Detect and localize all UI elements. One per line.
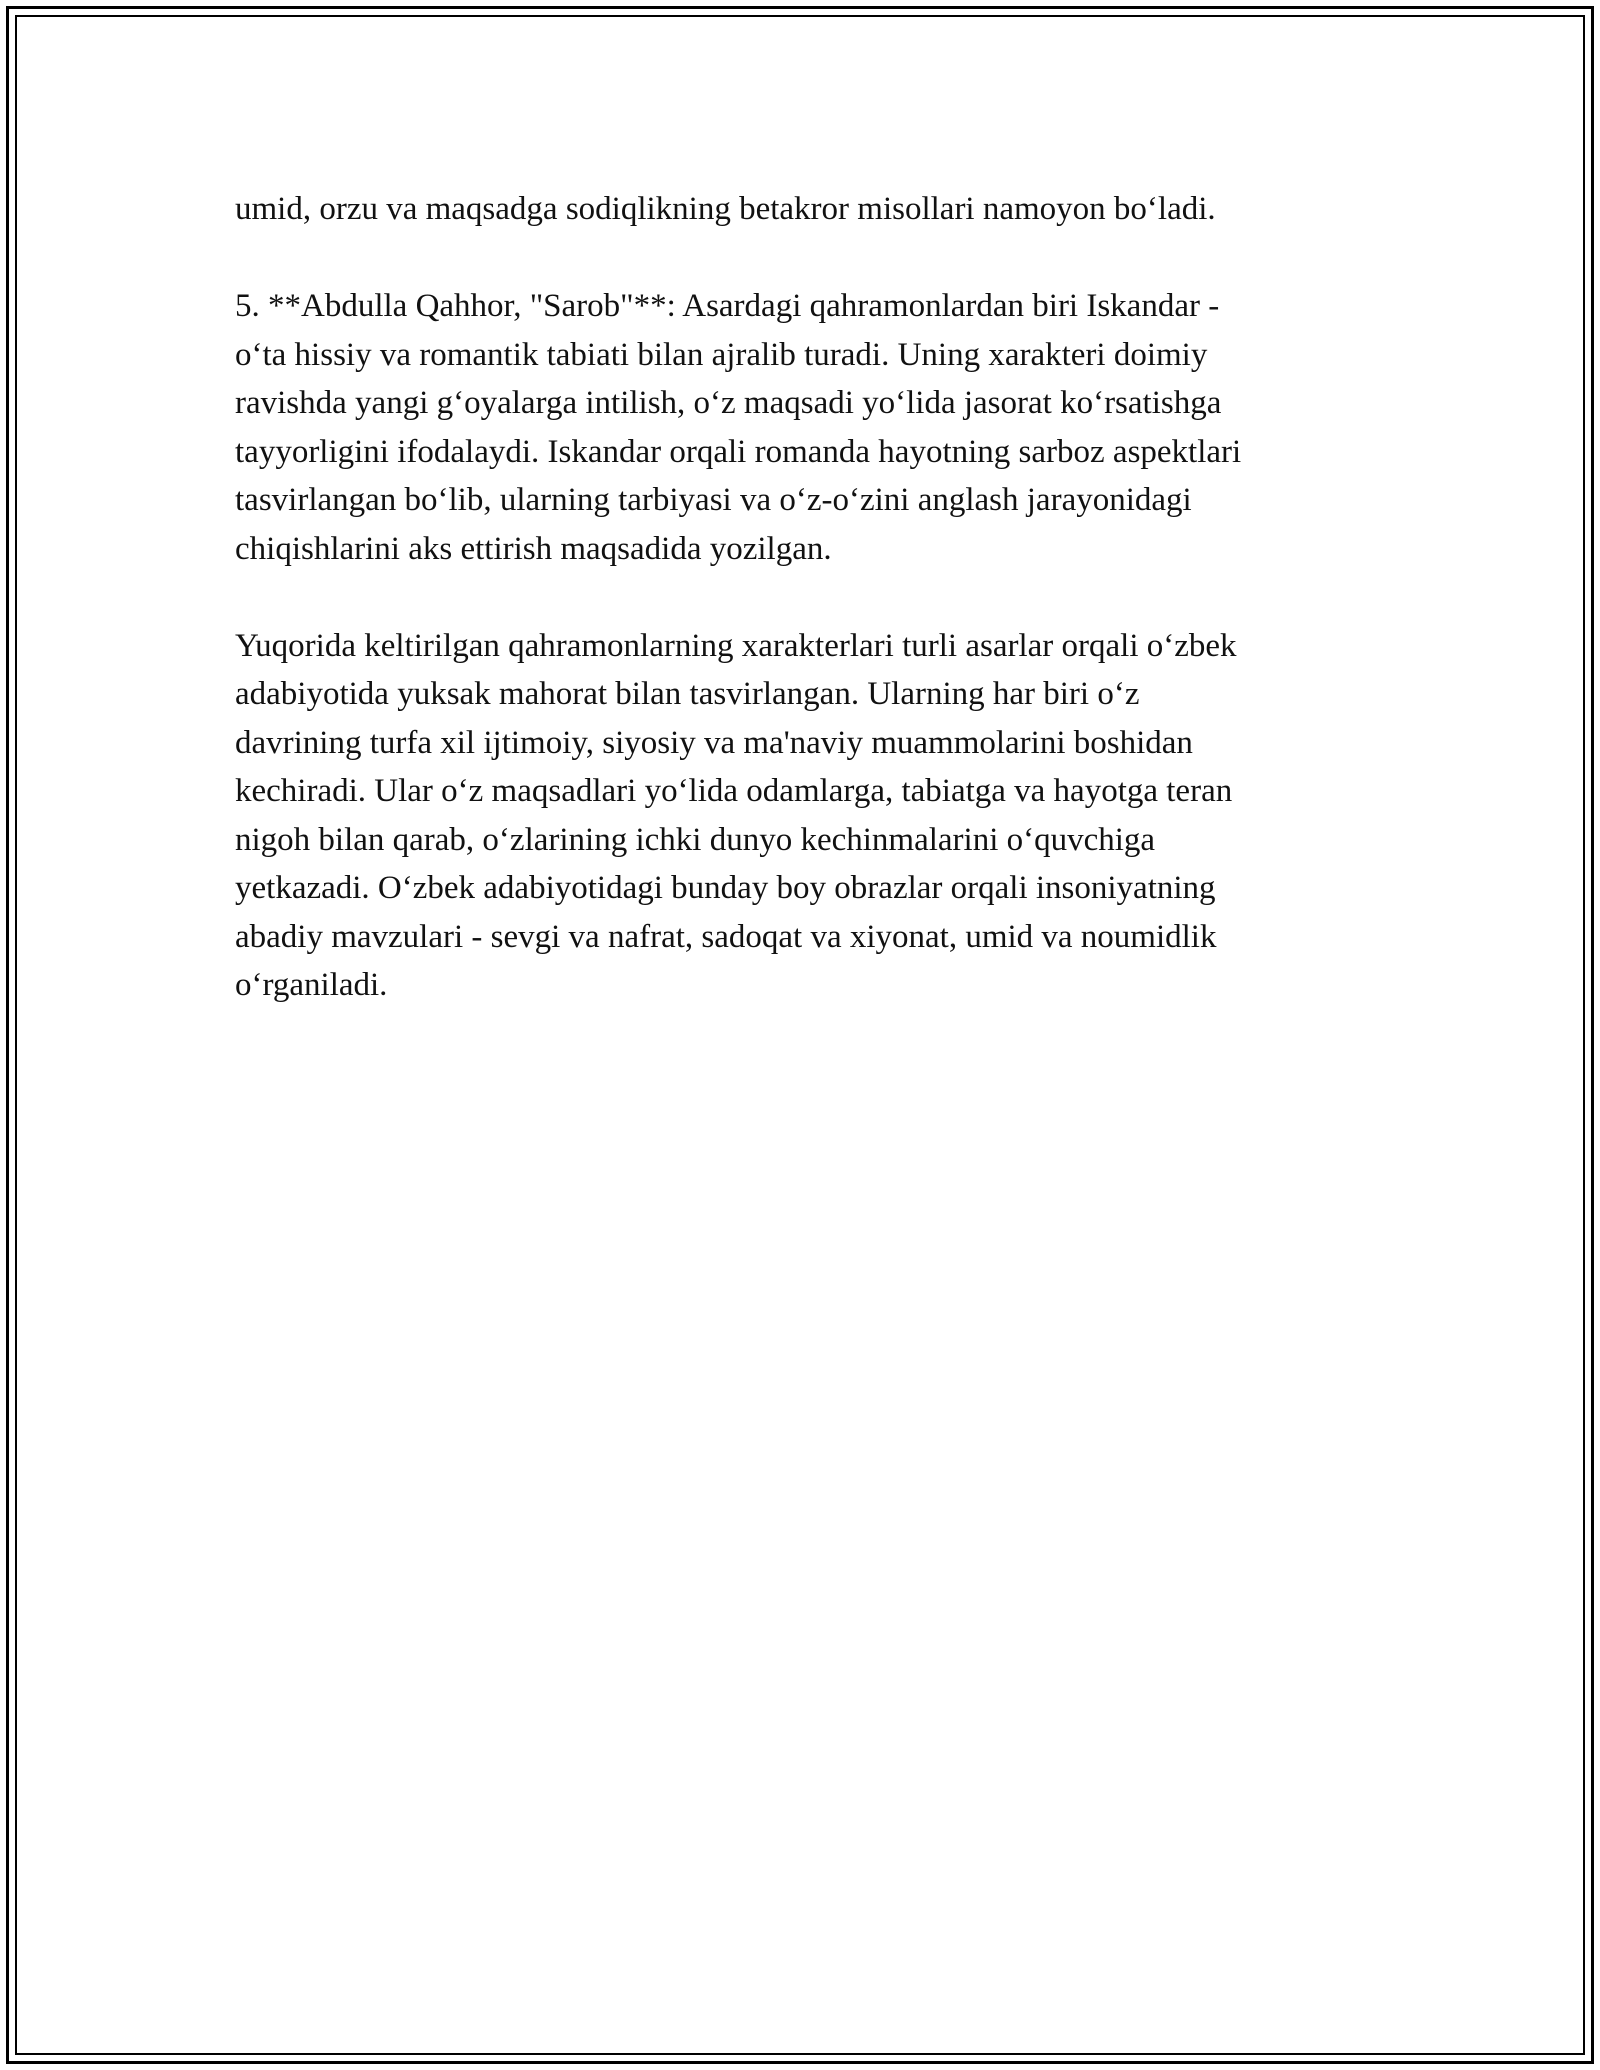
text-line: davrining turfa xil ijtimoiy, siyosiy va ma'naviy muammolarini boshidan — [235, 724, 1193, 761]
text-line: umid, orzu va maqsadga sodiqlikning betakror misollari namoyon bo‘ladi. — [235, 191, 1216, 227]
text-line: adabiyotida yuksak mahorat bilan tasvirlangan. Ularning har biri o‘z — [235, 676, 1140, 712]
text-line: chiqishlarini aks ettirish maqsadida yozilgan. — [235, 530, 832, 567]
document-body — [235, 185, 1385, 1058]
text-line: yetkazadi. O‘zbek adabiyotidagi bunday boy obrazlar orqali insoniyatning — [235, 870, 1216, 906]
text-line: tasvirlangan bo‘lib, ularning tarbiyasi va o‘z-o‘zini anglash jarayonidagi — [235, 482, 1192, 518]
paragraph-conclusion — [235, 622, 1385, 1010]
text-line: tayyorligini ifodalaydi. Iskandar orqali romanda hayotning sarboz aspektlari — [235, 433, 1242, 470]
text-line: o‘rganiladi. — [235, 967, 388, 1003]
text-line: kechiradi. Ular o‘z maqsadlari yo‘lida odamlarga, tabiatga va hayotga teran — [235, 773, 1233, 809]
text-line: 5. **Abdulla Qahhor, "Sarob"**: Asardagi qahramonlardan biri Iskandar - — [235, 288, 1220, 324]
text-line: Yuqorida keltirilgan qahramonlarning xarakterlari turli asarlar orqali o‘zbek — [235, 627, 1237, 664]
paragraph-continuation — [235, 185, 1385, 234]
text-line: abadiy mavzulari - sevgi va nafrat, sadoqat va xiyonat, umid va noumidlik — [235, 918, 1217, 955]
text-line: ravishda yangi g‘oyalarga intilish, o‘z maqsadi yo‘lida jasorat ko‘rsatishga — [235, 385, 1222, 421]
paragraph-list-item-5 — [235, 282, 1385, 573]
text-line: o‘ta hissiy va romantik tabiati bilan ajralib turadi. Uning xarakteri doimiy — [235, 336, 1208, 373]
text-line: nigoh bilan qarab, o‘zlarining ichki dunyo kechinmalarini o‘quvchiga — [235, 821, 1156, 858]
